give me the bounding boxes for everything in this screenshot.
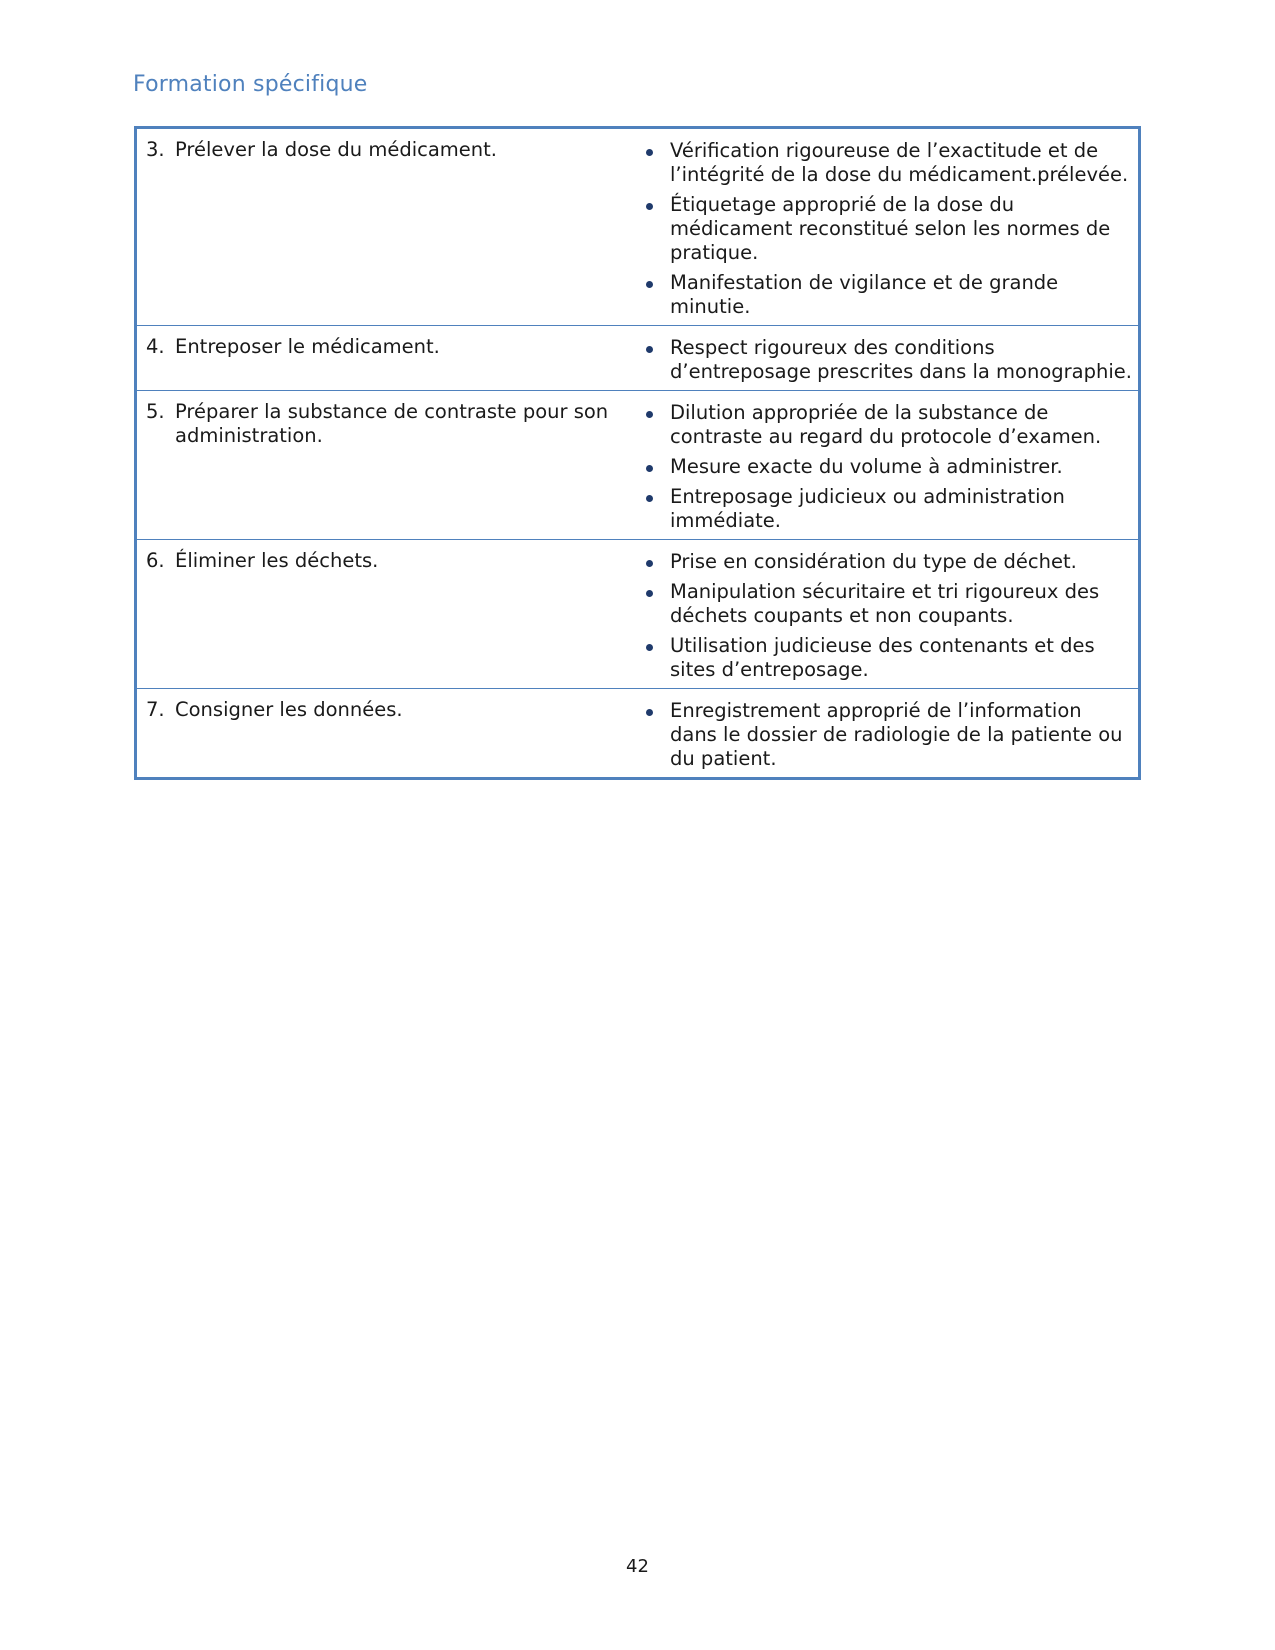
criterion-text: Manipulation sécuritaire et tri rigoureux des déchets coupants et non coupants. bbox=[670, 580, 1100, 627]
step-number: 4. bbox=[146, 335, 165, 358]
criteria-list bbox=[627, 401, 1132, 533]
criterion-text: Entreposage judicieux ou administration immédiate. bbox=[670, 485, 1065, 532]
step-text: Éliminer les déchets. bbox=[175, 549, 379, 572]
bullet-icon bbox=[627, 485, 670, 533]
list-item bbox=[627, 139, 1132, 187]
step-text: Prélever la dose du médicament. bbox=[175, 138, 497, 161]
step-text: Préparer la substance de contraste pour son administration. bbox=[175, 400, 609, 447]
competency-table bbox=[134, 126, 1141, 780]
step-number: 6. bbox=[146, 549, 165, 572]
criterion-text: Utilisation judicieuse des contenants et des sites d’entreposage. bbox=[670, 634, 1095, 681]
criterion-text: Manifestation de vigilance et de grande minutie. bbox=[670, 271, 1059, 318]
list-item bbox=[627, 699, 1132, 771]
step-cell bbox=[137, 540, 627, 688]
criterion-text: Étiquetage approprié de la dose du médicament reconstitué selon les normes de pratique. bbox=[670, 193, 1111, 264]
criteria-cell bbox=[627, 391, 1138, 539]
bullet-icon bbox=[627, 455, 670, 479]
criterion-text: Mesure exacte du volume à administrer. bbox=[670, 455, 1063, 478]
step-cell bbox=[137, 391, 627, 539]
list-item bbox=[627, 580, 1132, 628]
criteria-list bbox=[627, 699, 1132, 771]
bullet-icon bbox=[627, 550, 670, 574]
criteria-cell bbox=[627, 689, 1138, 777]
step-text: Consigner les données. bbox=[175, 698, 403, 721]
table-row bbox=[137, 688, 1138, 777]
step-cell bbox=[137, 689, 627, 777]
table-row bbox=[137, 129, 1138, 325]
criterion-text: Enregistrement approprié de l’information dans le dossier de radiologie de la patiente ou du patient. bbox=[670, 699, 1123, 770]
criteria-cell bbox=[627, 326, 1138, 390]
criteria-list bbox=[627, 139, 1132, 319]
bullet-icon bbox=[627, 336, 670, 384]
bullet-icon bbox=[627, 271, 670, 319]
list-item bbox=[627, 550, 1132, 574]
list-item bbox=[627, 336, 1132, 384]
criteria-list bbox=[627, 336, 1132, 384]
bullet-icon bbox=[627, 580, 670, 628]
list-item bbox=[627, 271, 1132, 319]
criterion-text: Prise en considération du type de déchet. bbox=[670, 550, 1077, 573]
criteria-cell bbox=[627, 540, 1138, 688]
criterion-text: Dilution appropriée de la substance de contraste au regard du protocole d’examen. bbox=[670, 401, 1102, 448]
step-cell bbox=[137, 129, 627, 325]
table-row bbox=[137, 390, 1138, 539]
table-row bbox=[137, 539, 1138, 688]
table-row bbox=[137, 325, 1138, 390]
step-text: Entreposer le médicament. bbox=[175, 335, 440, 358]
page-number: 42 bbox=[626, 1556, 649, 1577]
step-cell bbox=[137, 326, 627, 390]
bullet-icon bbox=[627, 139, 670, 187]
criteria-cell bbox=[627, 129, 1138, 325]
list-item bbox=[627, 634, 1132, 682]
step-number: 5. bbox=[146, 400, 165, 423]
criterion-text: Respect rigoureux des conditions d’entreposage prescrites dans la monographie. bbox=[670, 336, 1132, 383]
criterion-text: Vérification rigoureuse de l’exactitude et de l’intégrité de la dose du médicament.prélevée. bbox=[670, 139, 1129, 186]
list-item bbox=[627, 193, 1132, 265]
list-item bbox=[627, 401, 1132, 449]
bullet-icon bbox=[627, 634, 670, 682]
page-title: Formation spécifique bbox=[133, 72, 368, 97]
criteria-list bbox=[627, 550, 1132, 682]
bullet-icon bbox=[627, 699, 670, 771]
step-number: 3. bbox=[146, 138, 165, 161]
step-number: 7. bbox=[146, 698, 165, 721]
bullet-icon bbox=[627, 401, 670, 449]
list-item bbox=[627, 455, 1132, 479]
list-item bbox=[627, 485, 1132, 533]
bullet-icon bbox=[627, 193, 670, 265]
